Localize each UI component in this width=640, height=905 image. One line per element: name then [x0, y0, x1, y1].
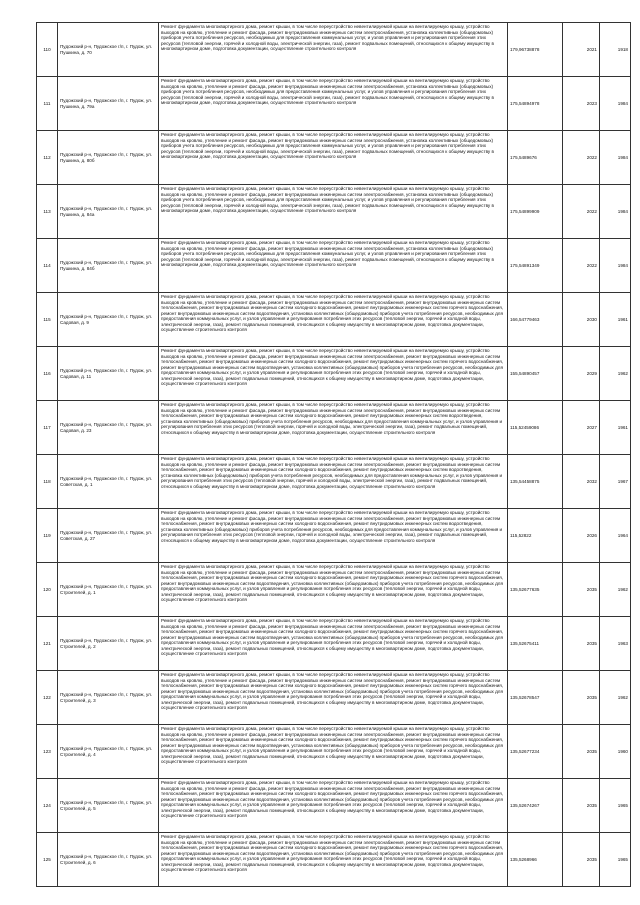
address-text: Пудожский р-н, Пудожское г/п, г. Пудож, ул. Пушкина, д. 79а [60, 98, 153, 109]
build-year-cell [600, 239, 631, 293]
address-cell [58, 455, 159, 509]
table-row [37, 239, 631, 293]
row-number-text: 113 [43, 208, 51, 214]
table-row [37, 185, 631, 239]
row-number-text: 123 [43, 748, 51, 754]
table-body [37, 23, 631, 887]
planned-year-text: 2035 [586, 586, 597, 592]
work-scope-cell [159, 671, 508, 725]
build-year-cell [600, 671, 631, 725]
build-year-text: 1964 [617, 532, 628, 538]
build-year-text: 1984 [617, 154, 628, 160]
cost-cell [508, 833, 563, 887]
planned-year-text: 2035 [586, 748, 597, 754]
table-row [37, 77, 631, 131]
cost-text: 135,5268966 [510, 856, 537, 862]
row-number-text: 119 [43, 532, 51, 538]
cost-cell [508, 239, 563, 293]
row-number-cell [37, 833, 58, 887]
address-text: Пудожский р-н, Пудожское г/п, г. Пудож, ул. Строителей, д. 4 [60, 746, 153, 757]
build-year-cell [600, 509, 631, 563]
work-scope-text: Ремонт фундамента многоквартирного дома, ремонт крыши, в том числе переустройство невентилируемой крыши на вентилируемую крышу, устройство выходов на кровлю, утепление и ремонт фасада, ремонт внутридомовых инженерных систем электроснабжения, ремонт внутридомовых инженерных систем теплоснабжения, ремонт внутридомовых инженерных систем холодного водоснабжения, ремонт внутридомовых инженерных систем горячего водоснабжения, ремонт внутридомовых инженерных систем водоотведения, установка коллективных (общедомовых) приборов учета потребления ресурсов, необходимых для предоставления коммунальных услуг, и узлов управления и регулирования потребления этих ресурсов (тепловой энергии, горячей и холодной воды, электрической энергии, газа), ремонт подвальных помещений, относящихся к общему имуществу в многоквартирном доме, подготовка документации, осуществление строительного контроля [161, 618, 503, 656]
work-scope-cell [159, 617, 508, 671]
address-text: Пудожский р-н, Пудожское г/п, г. Пудож, ул. Строителей, д. 5 [60, 800, 153, 811]
cost-cell [508, 617, 563, 671]
row-number-text: 125 [43, 856, 51, 862]
row-number-cell [37, 617, 58, 671]
address-text: Пудожский р-н, Пудожское г/п, г. Пудож, ул. Садовая, д. 9 [60, 314, 153, 325]
planned-year-cell [563, 509, 600, 563]
row-number-text: 120 [43, 586, 51, 592]
address-text: Пудожский р-н, Пудожское г/п, г. Пудож, ул. Пушкина, д. 80б [60, 152, 153, 163]
row-number-text: 122 [43, 694, 51, 700]
planned-year-cell [563, 725, 600, 779]
table-row [37, 455, 631, 509]
cost-cell [508, 23, 563, 77]
table-row [37, 131, 631, 185]
address-cell [58, 185, 159, 239]
cost-text: 179,96738878 [510, 46, 540, 52]
address-cell [58, 725, 159, 779]
cost-cell [508, 779, 563, 833]
cost-text: 115,52822 [510, 532, 532, 538]
row-number-cell [37, 77, 58, 131]
cost-cell [508, 347, 563, 401]
work-scope-cell [159, 455, 508, 509]
row-number-cell [37, 185, 58, 239]
row-number-text: 116 [43, 370, 51, 376]
cost-text: 135,52678547 [510, 694, 540, 700]
row-number-cell [37, 509, 58, 563]
planned-year-text: 2023 [586, 100, 597, 106]
build-year-text: 1984 [617, 262, 628, 268]
cost-text: 166,54779463 [510, 316, 540, 322]
planned-year-text: 2035 [586, 856, 597, 862]
row-number-cell [37, 293, 58, 347]
build-year-cell [600, 833, 631, 887]
address-cell [58, 131, 159, 185]
cost-text: 135,52677635 [510, 586, 540, 592]
planned-year-text: 2035 [586, 640, 597, 646]
build-year-text: 1967 [617, 478, 628, 484]
row-number-cell [37, 671, 58, 725]
table-row [37, 671, 631, 725]
planned-year-cell [563, 23, 600, 77]
housing-repair-table [36, 22, 631, 887]
work-scope-cell [159, 725, 508, 779]
address-text: Пудожский р-н, Пудожское г/п, г. Пудож, ул. Строителей, д. 3 [60, 692, 153, 703]
build-year-text: 1963 [617, 640, 628, 646]
work-scope-cell [159, 347, 508, 401]
planned-year-cell [563, 455, 600, 509]
cost-text: 155,54890457 [510, 370, 540, 376]
row-number-text: 124 [43, 802, 51, 808]
row-number-text: 111 [43, 100, 51, 106]
planned-year-cell [563, 671, 600, 725]
address-cell [58, 347, 159, 401]
cost-cell [508, 131, 563, 185]
address-cell [58, 509, 159, 563]
work-scope-text: Ремонт фундамента многоквартирного дома, ремонт крыши, в том числе переустройство невентилируемой крыши на вентилируемую крышу, устройство выходов на кровлю, утепление и ремонт фасада, ремонт внутридомовых инженерных систем электроснабжения, ремонт внутридомовых инженерных систем теплоснабжения, ремонт внутридомовых инженерных систем холодного водоснабжения, ремонт внутридомовых инженерных систем горячего водоснабжения, ремонт внутридомовых инженерных систем водоотведения, установка коллективных (общедомовых) приборов учета потребления ресурсов, необходимых для предоставления коммунальных услуг, и узлов управления и регулирования потребления этих ресурсов (тепловой энергии, горячей и холодной воды, электрической энергии, газа), ремонт подвальных помещений, относящихся к общему имуществу в многоквартирном доме, подготовка документации, осуществление строительного контроля [161, 726, 503, 764]
build-year-cell [600, 77, 631, 131]
build-year-text: 1962 [617, 586, 628, 592]
planned-year-cell [563, 779, 600, 833]
planned-year-cell [563, 617, 600, 671]
build-year-cell [600, 401, 631, 455]
address-text: Пудожский р-н, Пудожское г/п, г. Пудож, ул. Строителей, д. 6 [60, 854, 153, 865]
planned-year-text: 2029 [586, 370, 597, 376]
table-row [37, 833, 631, 887]
planned-year-cell [563, 239, 600, 293]
cost-text: 175,54891349 [510, 262, 540, 268]
build-year-cell [600, 725, 631, 779]
work-scope-text: Ремонт фундамента многоквартирного дома, ремонт крыши, в том числе переустройство невентилируемой крыши на вентилируемую крышу, устройство выходов на кровлю, утепление и ремонт фасада, ремонт внутридомовых инженерных систем электроснабжения, ремонт внутридомовых инженерных систем теплоснабжения, ремонт внутридомовых инженерных систем холодного водоснабжения, ремонт внутридомовых инженерных систем горячего водоснабжения, ремонт внутридомовых инженерных систем водоотведения, установка коллективных (общедомовых) приборов учета потребления ресурсов, необходимых для предоставления коммунальных услуг, и узлов управления и регулирования потребления этих ресурсов (тепловой энергии, горячей и холодной воды, электрической энергии, газа), ремонт подвальных помещений, относящихся к общему имуществу в многоквартирном доме, подготовка документации, осуществление строительного контроля [161, 564, 503, 602]
planned-year-cell [563, 77, 600, 131]
row-number-cell [37, 131, 58, 185]
work-scope-text: Ремонт фундамента многоквартирного дома, ремонт крыши, в том числе переустройство невентилируемой крыши на вентилируемую крышу, устройство выходов на кровлю, утепление и ремонт фасада, ремонт внутридомовых инженерных систем электроснабжения, установка коллективных (общедомовых) приборов учета потребления ресурсов, необходимых для предоставления коммунальных услуг, и узлов управления и регулирования потребления этих ресурсов (тепловой энергии, горячей и холодной воды, электрической энергии, газа), ремонт подвальных помещений, относящихся к общему имуществу в многоквартирном доме, подготовка документации, осуществление строительного контроля [161, 186, 494, 213]
planned-year-text: 2022 [586, 262, 597, 268]
cost-cell [508, 77, 563, 131]
work-scope-cell [159, 293, 508, 347]
address-text: Пудожский р-н, Пудожское г/п, г. Пудож, ул. Советская, д. 1 [60, 476, 153, 487]
work-scope-cell [159, 131, 508, 185]
cost-text: 135,52675411 [510, 640, 540, 646]
row-number-cell [37, 455, 58, 509]
cost-cell [508, 509, 563, 563]
work-scope-text: Ремонт фундамента многоквартирного дома, ремонт крыши, в том числе переустройство невентилируемой крыши на вентилируемую крышу, устройство выходов на кровлю, утепление и ремонт фасада, ремонт внутридомовых инженерных систем электроснабжения, ремонт внутридомовых инженерных систем теплоснабжения, ремонт внутридомовых инженерных систем холодного водоснабжения, ремонт внутридомовых инженерных систем горячего водоснабжения, ремонт внутридомовых инженерных систем водоотведения, установка коллективных (общедомовых) приборов учета потребления ресурсов, необходимых для предоставления коммунальных услуг, и узлов управления и регулирования потребления этих ресурсов (тепловой энергии, горячей и холодной воды, электрической энергии, газа), ремонт подвальных помещений, относящихся к общему имуществу в многоквартирном доме, подготовка документации, осуществление строительного контроля [161, 780, 503, 818]
build-year-text: 1984 [617, 100, 628, 106]
address-text: Пудожский р-н, Пудожское г/п, г. Пудож, ул. Советская, д. 27 [60, 530, 153, 541]
build-year-cell [600, 293, 631, 347]
work-scope-text: Ремонт фундамента многоквартирного дома, ремонт крыши, в том числе переустройство невентилируемой крыши на вентилируемую крышу, устройство выходов на кровлю, утепление и ремонт фасада, ремонт внутридомовых инженерных систем электроснабжения, ремонт внутридомовых инженерных систем теплоснабжения, ремонт внутридомовых инженерных систем холодного водоснабжения, ремонт внутридомовых инженерных систем водоотведения, установка коллективных (общедомовых) приборов учета потребления ресурсов, необходимых для предоставления коммунальных услуг, и узлов управления и регулирования потребления этих ресурсов (тепловой энергии, горячей и холодной воды, электрической энергии, газа), ремонт подвальных помещений, относящихся к общему имуществу в многоквартирном доме, подготовка документации, осуществление строительного контроля [161, 402, 503, 435]
cost-text: 135,52677234 [510, 748, 540, 754]
row-number-text: 110 [43, 46, 51, 52]
planned-year-cell [563, 131, 600, 185]
cost-cell [508, 293, 563, 347]
work-scope-text: Ремонт фундамента многоквартирного дома, ремонт крыши, в том числе переустройство невентилируемой крыши на вентилируемую крышу, устройство выходов на кровлю, утепление и ремонт фасада, ремонт внутридомовых инженерных систем электроснабжения, ремонт внутридомовых инженерных систем теплоснабжения, ремонт внутридомовых инженерных систем холодного водоснабжения, ремонт внутридомовых инженерных систем водоотведения, установка коллективных (общедомовых) приборов учета потребления ресурсов, необходимых для предоставления коммунальных услуг, и узлов управления и регулирования потребления этих ресурсов (тепловой энергии, горячей и холодной воды, электрической энергии, газа), ремонт подвальных помещений, относящихся к общему имуществу в многоквартирном доме, подготовка документации, осуществление строительного контроля [161, 510, 503, 543]
row-number-text: 117 [43, 424, 51, 430]
address-cell [58, 563, 159, 617]
planned-year-text: 2022 [586, 154, 597, 160]
work-scope-cell [159, 401, 508, 455]
address-cell [58, 833, 159, 887]
table-row [37, 563, 631, 617]
row-number-text: 121 [43, 640, 51, 646]
cost-cell [508, 563, 563, 617]
build-year-cell [600, 185, 631, 239]
planned-year-cell [563, 563, 600, 617]
planned-year-text: 2035 [586, 694, 597, 700]
table-row [37, 347, 631, 401]
work-scope-cell [159, 239, 508, 293]
row-number-cell [37, 725, 58, 779]
cost-text: 115,52459086 [510, 424, 540, 430]
address-cell [58, 401, 159, 455]
table-row [37, 293, 631, 347]
address-text: Пудожский р-н, Пудожское г/п, г. Пудож, ул. Пушкина, д. 84а [60, 206, 153, 217]
row-number-text: 114 [43, 262, 51, 268]
cost-cell [508, 725, 563, 779]
cost-text: 175,54894978 [510, 100, 540, 106]
work-scope-text: Ремонт фундамента многоквартирного дома, ремонт крыши, в том числе переустройство невентилируемой крыши на вентилируемую крышу, устройство выходов на кровлю, утепление и ремонт фасада, ремонт внутридомовых инженерных систем электроснабжения, ремонт внутридомовых инженерных систем теплоснабжения, ремонт внутридомовых инженерных систем холодного водоснабжения, ремонт внутридомовых инженерных систем горячего водоснабжения, ремонт внутридомовых инженерных систем водоотведения, установка коллективных (общедомовых) приборов учета потребления ресурсов, необходимых для предоставления коммунальных услуг, и узлов управления и регулирования потребления этих ресурсов (тепловой энергии, горячей и холодной воды, электрической энергии, газа), ремонт подвальных помещений, относящихся к общему имуществу в многоквартирном доме, подготовка документации, осуществление строительного контроля [161, 348, 503, 386]
planned-year-cell [563, 401, 600, 455]
work-scope-text: Ремонт фундамента многоквартирного дома, ремонт крыши, в том числе переустройство невентилируемой крыши на вентилируемую крышу, устройство выходов на кровлю, утепление и ремонт фасада, ремонт внутридомовых инженерных систем электроснабжения, установка коллективных (общедомовых) приборов учета потребления ресурсов, необходимых для предоставления коммунальных услуг, и узлов управления и регулирования потребления этих ресурсов (тепловой энергии, горячей и холодной воды, электрической энергии, газа), ремонт подвальных помещений, относящихся к общему имуществу в многоквартирном доме, подготовка документации, осуществление строительного контроля [161, 78, 494, 105]
work-scope-cell [159, 23, 508, 77]
row-number-cell [37, 563, 58, 617]
planned-year-cell [563, 185, 600, 239]
cost-text: 135,52674267 [510, 802, 540, 808]
work-scope-text: Ремонт фундамента многоквартирного дома, ремонт крыши, в том числе переустройство невентилируемой крыши на вентилируемую крышу, устройство выходов на кровлю, утепление и ремонт фасада, ремонт внутридомовых инженерных систем электроснабжения, установка коллективных (общедомовых) приборов учета потребления ресурсов, необходимых для предоставления коммунальных услуг, и узлов управления и регулирования потребления этих ресурсов (тепловой энергии, горячей и холодной воды, электрической энергии, газа), ремонт подвальных помещений, относящихся к общему имуществу в многоквартирном доме, подготовка документации, осуществление строительного контроля [161, 240, 494, 267]
row-number-text: 118 [43, 478, 51, 484]
build-year-cell [600, 779, 631, 833]
address-cell [58, 779, 159, 833]
build-year-text: 1965 [617, 802, 628, 808]
cost-cell [508, 185, 563, 239]
address-text: Пудожский р-н, Пудожское г/п, г. Пудож, ул. Строителей, д. 1 [60, 584, 153, 595]
row-number-cell [37, 23, 58, 77]
cost-cell [508, 671, 563, 725]
build-year-text: 1960 [617, 748, 628, 754]
work-scope-cell [159, 833, 508, 887]
work-scope-cell [159, 779, 508, 833]
table-row [37, 779, 631, 833]
planned-year-text: 2030 [586, 316, 597, 322]
build-year-cell [600, 23, 631, 77]
planned-year-text: 2022 [586, 208, 597, 214]
address-text: Пудожский р-н, Пудожское г/п, г. Пудож, ул. Садовая, д. 23 [60, 422, 153, 433]
cost-cell [508, 455, 563, 509]
row-number-cell [37, 239, 58, 293]
address-text: Пудожский р-н, Пудожское г/п, г. Пудож, ул. Строителей, д. 2 [60, 638, 153, 649]
address-cell [58, 23, 159, 77]
table-row [37, 401, 631, 455]
row-number-text: 115 [43, 316, 51, 322]
work-scope-cell [159, 563, 508, 617]
address-cell [58, 671, 159, 725]
build-year-text: 1965 [617, 856, 628, 862]
table-row [37, 617, 631, 671]
row-number-text: 112 [43, 154, 51, 160]
work-scope-text: Ремонт фундамента многоквартирного дома, ремонт крыши, в том числе переустройство невентилируемой крыши на вентилируемую крышу, устройство выходов на кровлю, утепление и ремонт фасада, ремонт внутридомовых инженерных систем электроснабжения, ремонт внутридомовых инженерных систем теплоснабжения, ремонт внутридомовых инженерных систем холодного водоснабжения, ремонт внутридомовых инженерных систем водоотведения, установка коллективных (общедомовых) приборов учета потребления ресурсов, необходимых для предоставления коммунальных услуг, и узлов управления и регулирования потребления этих ресурсов (тепловой энергии, горячей и холодной воды, электрической энергии, газа), ремонт подвальных помещений, относящихся к общему имуществу в многоквартирном доме, подготовка документации, осуществление строительного контроля [161, 456, 503, 489]
build-year-cell [600, 347, 631, 401]
build-year-text: 1961 [617, 424, 628, 430]
cost-text: 175,5489676 [510, 154, 537, 160]
build-year-cell [600, 131, 631, 185]
address-cell [58, 293, 159, 347]
address-text: Пудожский р-н, Пудожское г/п, г. Пудож, ул. Пушкина, д. 84б [60, 260, 153, 271]
work-scope-cell [159, 509, 508, 563]
table-row [37, 23, 631, 77]
build-year-text: 1962 [617, 370, 628, 376]
cost-text: 175,54899909 [510, 208, 540, 214]
build-year-text: 1962 [617, 694, 628, 700]
address-text: Пудожский р-н, Пудожское г/п, г. Пудож, ул. Пушкина, д. 70 [60, 44, 153, 55]
work-scope-text: Ремонт фундамента многоквартирного дома, ремонт крыши, в том числе переустройство невентилируемой крыши на вентилируемую крышу, устройство выходов на кровлю, утепление и ремонт фасада, ремонт внутридомовых инженерных систем электроснабжения, установка коллективных (общедомовых) приборов учета потребления ресурсов, необходимых для предоставления коммунальных услуг, и узлов управления и регулирования потребления этих ресурсов (тепловой энергии, горячей и холодной воды, электрической энергии, газа), ремонт подвальных помещений, относящихся к общему имуществу в многоквартирном доме, подготовка документации, осуществление строительного контроля [161, 24, 494, 51]
work-scope-text: Ремонт фундамента многоквартирного дома, ремонт крыши, в том числе переустройство невентилируемой крыши на вентилируемую крышу, устройство выходов на кровлю, утепление и ремонт фасада, ремонт внутридомовых инженерных систем электроснабжения, ремонт внутридомовых инженерных систем теплоснабжения, ремонт внутридомовых инженерных систем холодного водоснабжения, ремонт внутридомовых инженерных систем горячего водоснабжения, ремонт внутридомовых инженерных систем водоотведения, установка коллективных (общедомовых) приборов учета потребления ресурсов, необходимых для предоставления коммунальных услуг, и узлов управления и регулирования потребления этих ресурсов (тепловой энергии, горячей и холодной воды, электрической энергии, газа), ремонт подвальных помещений, относящихся к общему имуществу в многоквартирном доме, подготовка документации, осуществление строительного контроля [161, 672, 503, 710]
planned-year-text: 2032 [586, 478, 597, 484]
cost-cell [508, 401, 563, 455]
planned-year-cell [563, 293, 600, 347]
row-number-cell [37, 779, 58, 833]
planned-year-text: 2035 [586, 802, 597, 808]
work-scope-text: Ремонт фундамента многоквартирного дома, ремонт крыши, в том числе переустройство невентилируемой крыши на вентилируемую крышу, устройство выходов на кровлю, утепление и ремонт фасада, ремонт внутридомовых инженерных систем электроснабжения, установка коллективных (общедомовых) приборов учета потребления ресурсов, необходимых для предоставления коммунальных услуг, и узлов управления и регулирования потребления этих ресурсов (тепловой энергии, горячей и холодной воды, электрической энергии, газа), ремонт подвальных помещений, относящихся к общему имуществу в многоквартирном доме, подготовка документации, осуществление строительного контроля [161, 132, 494, 159]
planned-year-text: 2027 [586, 424, 597, 430]
build-year-text: 1984 [617, 208, 628, 214]
build-year-cell [600, 455, 631, 509]
address-cell [58, 617, 159, 671]
address-cell [58, 239, 159, 293]
build-year-text: 1961 [617, 316, 628, 322]
address-text: Пудожский р-н, Пудожское г/п, г. Пудож, ул. Садовая, д. 11 [60, 368, 153, 379]
work-scope-text: Ремонт фундамента многоквартирного дома, ремонт крыши, в том числе переустройство невентилируемой крыши на вентилируемую крышу, устройство выходов на кровлю, утепление и ремонт фасада, ремонт внутридомовых инженерных систем электроснабжения, ремонт внутридомовых инженерных систем теплоснабжения, ремонт внутридомовых инженерных систем холодного водоснабжения, ремонт внутридомовых инженерных систем горячего водоснабжения, ремонт внутридомовых инженерных систем водоотведения, установка коллективных (общедомовых) приборов учета потребления ресурсов, необходимых для предоставления коммунальных услуг, и узлов управления и регулирования потребления этих ресурсов (тепловой энергии, горячей и холодной воды, электрической энергии, газа), ремонт подвальных помещений, относящихся к общему имуществу в многоквартирном доме, подготовка документации, осуществление строительного контроля [161, 834, 503, 872]
row-number-cell [37, 401, 58, 455]
planned-year-text: 2026 [586, 532, 597, 538]
work-scope-cell [159, 185, 508, 239]
build-year-cell [600, 617, 631, 671]
row-number-cell [37, 347, 58, 401]
table-row [37, 509, 631, 563]
work-scope-text: Ремонт фундамента многоквартирного дома, ремонт крыши, в том числе переустройство невентилируемой крыши на вентилируемую крышу, устройство выходов на кровлю, утепление и ремонт фасада, ремонт внутридомовых инженерных систем электроснабжения, ремонт внутридомовых инженерных систем теплоснабжения, ремонт внутридомовых инженерных систем холодного водоснабжения, ремонт внутридомовых инженерных систем горячего водоснабжения, ремонт внутридомовых инженерных систем водоотведения, установка коллективных (общедомовых) приборов учета потребления ресурсов, необходимых для предоставления коммунальных услуг, и узлов управления и регулирования потребления этих ресурсов (тепловой энергии, горячей и холодной воды, электрической энергии, газа), ремонт подвальных помещений, относящихся к общему имуществу в многоквартирном доме, подготовка документации, осуществление строительного контроля [161, 294, 503, 332]
build-year-text: 1918 [617, 46, 628, 52]
planned-year-text: 2021 [586, 46, 597, 52]
address-cell [58, 77, 159, 131]
build-year-cell [600, 563, 631, 617]
work-scope-cell [159, 77, 508, 131]
cost-text: 135,54458875 [510, 478, 540, 484]
planned-year-cell [563, 347, 600, 401]
table-row [37, 725, 631, 779]
planned-year-cell [563, 833, 600, 887]
